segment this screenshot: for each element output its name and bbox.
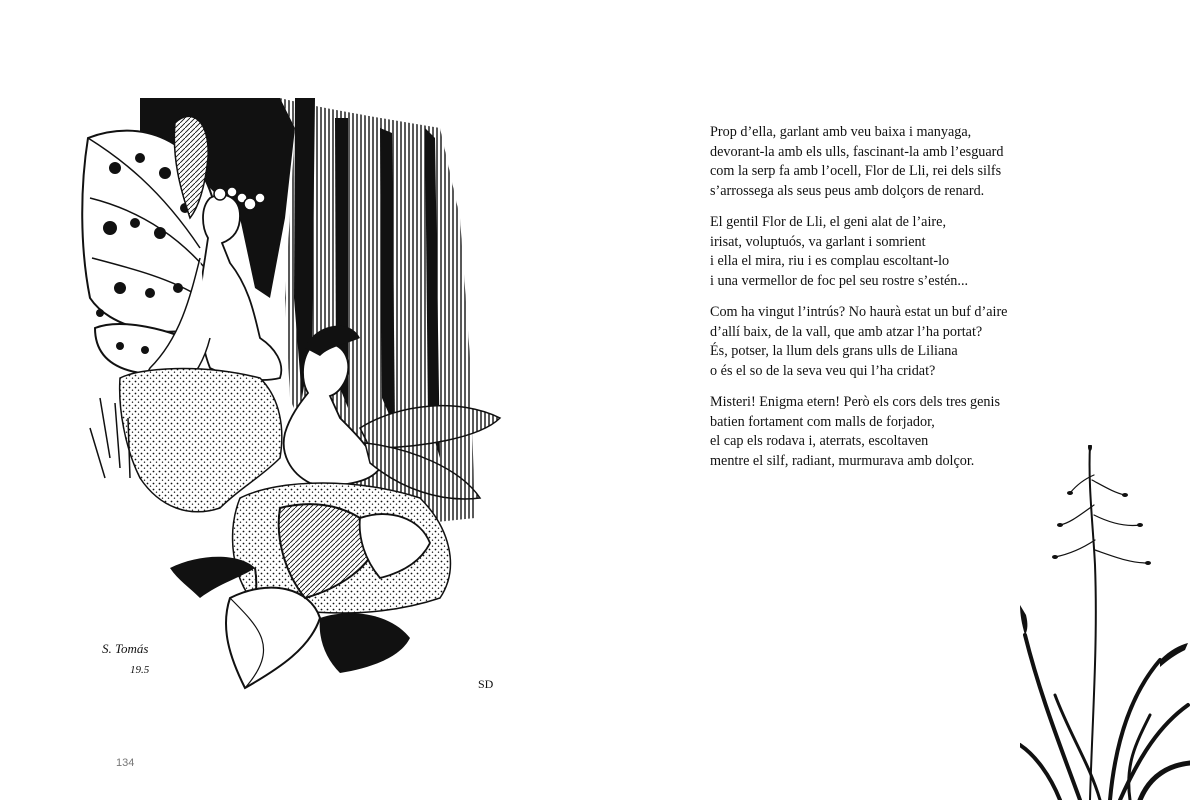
grass-silhouette-icon <box>1020 445 1190 800</box>
monogram: SD <box>478 677 494 691</box>
poem-line: Misteri! Enigma etern! Però els cors dels tres genis <box>710 394 1000 410</box>
stanza-3 <box>710 303 1090 381</box>
poem-line: o és el so de la seva veu qui l’ha cridat? <box>710 362 936 379</box>
fairy-illustration <box>80 98 520 710</box>
stanza-1 <box>710 123 1090 201</box>
signature-date: 19.5 <box>130 664 150 676</box>
poem-line: d’allí baix, de la vall, que amb atzar l’ha portat? <box>710 323 983 340</box>
poem-line: i una vermellor de foc pel seu rostre s’estén... <box>710 272 969 289</box>
poem-line: El gentil Flor de Lli, el geni alat de l’aire, <box>710 214 946 230</box>
poem-line: com la serp fa amb l’ocell, Flor de Lli, rei dels silfs <box>710 163 1002 179</box>
poem-line: mentre el silf, radiant, murmurava amb dolçor. <box>710 452 975 469</box>
poem-line: devorant-la amb els ulls, fascinant-la amb l’esguard <box>710 143 1004 160</box>
grass-silhouette <box>1020 445 1190 800</box>
poem-line: irisat, voluptuós, va garlant i somrient <box>710 233 926 250</box>
poem-line: s’arrossega als seus peus amb dolçors de renard. <box>710 182 985 199</box>
page-number: 134 <box>116 757 135 769</box>
artist-signature: S. Tomás <box>102 641 149 656</box>
poem <box>710 123 1090 483</box>
fairy-illustration-icon <box>80 98 520 710</box>
stanza-2 <box>710 213 1090 291</box>
poem-line: el cap els rodava i, aterrats, escoltaven <box>710 433 929 449</box>
poem-line: Com ha vingut l’intrús? No haurà estat un buf d’aire <box>710 304 1008 320</box>
poem-line: És, potser, la llum dels grans ulls de Liliana <box>710 343 958 359</box>
poem-line: Prop d’ella, garlant amb veu baixa i manyaga, <box>710 124 972 140</box>
poem-line: batien fortament com malls de forjador, <box>710 413 935 430</box>
poem-line: i ella el mira, riu i es complau escoltant-lo <box>710 253 950 269</box>
